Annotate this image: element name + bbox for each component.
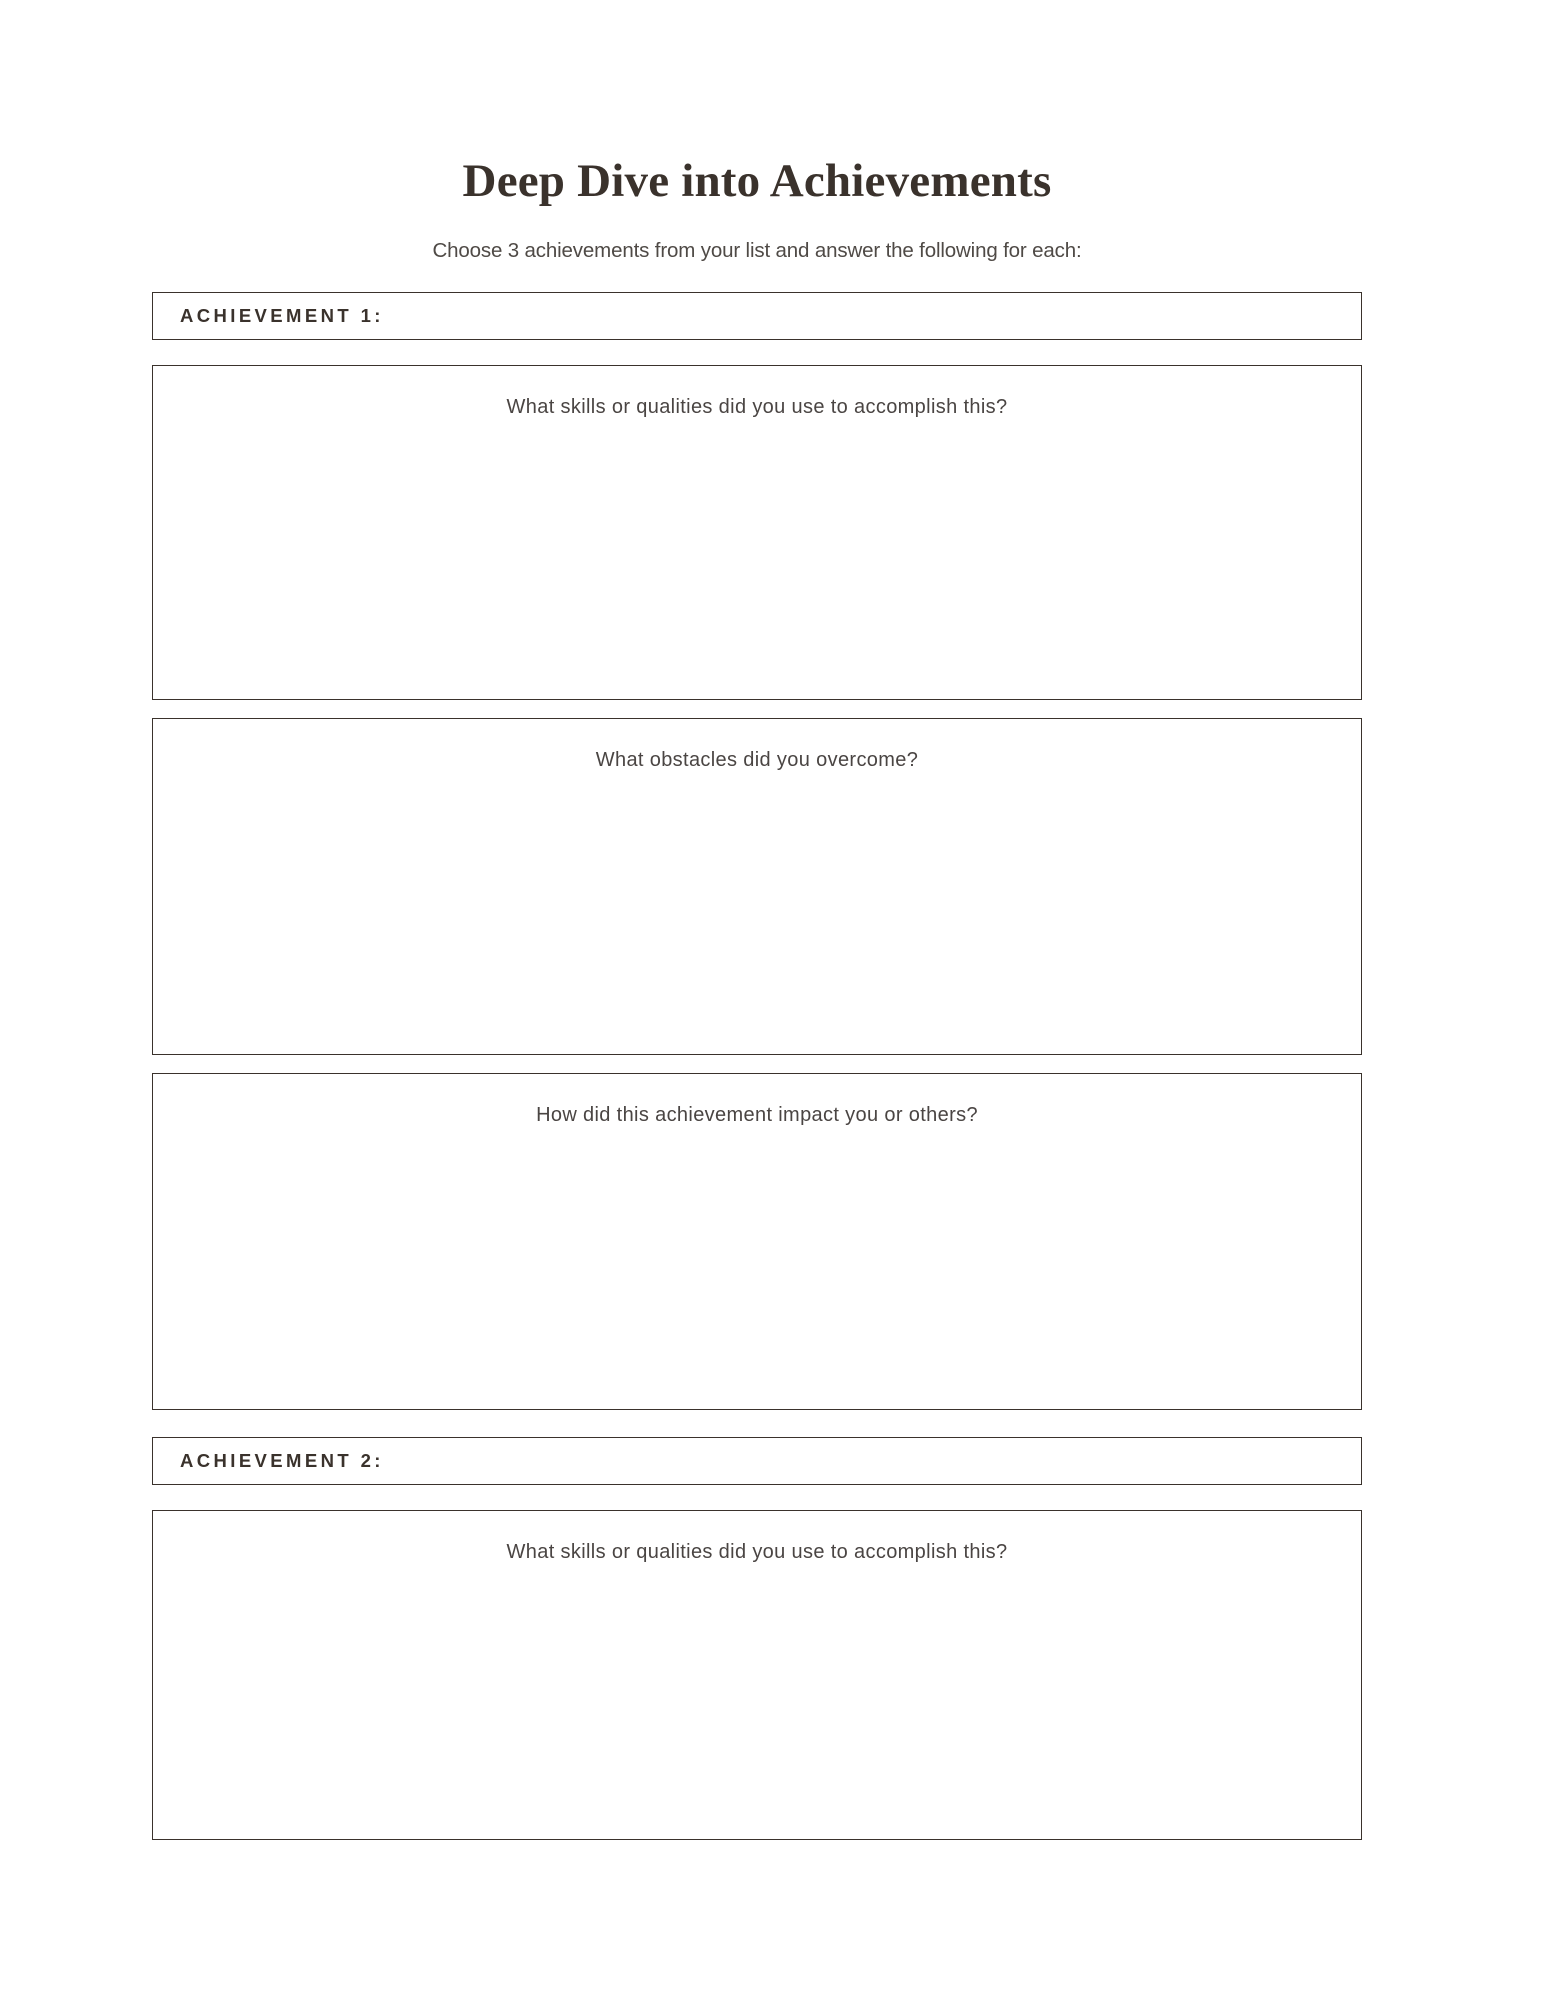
section-header-achievement-1: [152, 292, 1362, 340]
page-title: Deep Dive into Achievements: [462, 155, 1052, 207]
section-header-label: ACHIEVEMENT 2:: [180, 1450, 384, 1471]
answer-box-1-1[interactable]: [152, 365, 1362, 700]
question-prompt: How did this achievement impact you or others?: [536, 1104, 978, 1126]
section-header-label: ACHIEVEMENT 1:: [180, 305, 384, 326]
question-prompt: What skills or qualities did you use to accomplish this?: [506, 1541, 1008, 1563]
answer-box-1-3[interactable]: [152, 1073, 1362, 1410]
answer-box-2-1[interactable]: [152, 1510, 1362, 1840]
page-subtitle: Choose 3 achievements from your list and answer the following for each:: [432, 239, 1082, 262]
question-prompt: What skills or qualities did you use to accomplish this?: [506, 396, 1008, 418]
section-header-achievement-2: [152, 1437, 1362, 1485]
answer-box-1-2[interactable]: [152, 718, 1362, 1055]
question-prompt: What obstacles did you overcome?: [595, 749, 919, 771]
